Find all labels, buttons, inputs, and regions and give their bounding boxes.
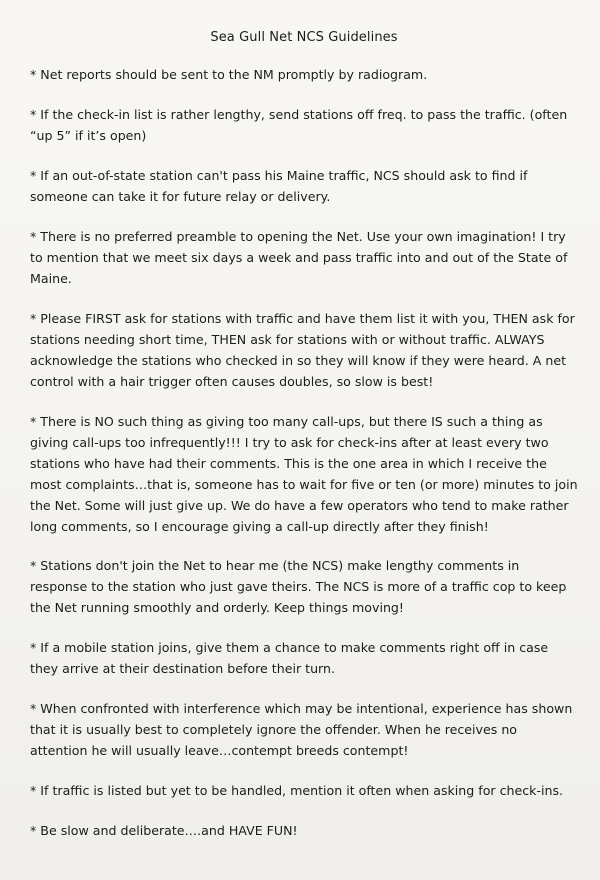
guideline-item: * There is no preferred preamble to opening the Net. Use your own imagination! I try to mention that we meet six days a week and pass traffic into and out of the State of Maine. — [30, 229, 568, 286]
guideline-item: * Net reports should be sent to the NM promptly by radiogram. — [30, 67, 428, 82]
guideline-item: * Be slow and deliberate….and HAVE FUN! — [30, 823, 298, 838]
guideline-item: * If a mobile station joins, give them a chance to make comments right off in case they arrive at their destination before their turn. — [30, 640, 549, 676]
guideline-item: * Please FIRST ask for stations with traffic and have them list it with you, THEN ask for stations needing short time, THEN ask for stations with or without traffic. ALWAYS acknowledge the stations who checked in so they will know if they were heard. A net control with a hair trigger often causes doubles, so slow is best! — [30, 311, 575, 389]
guideline-item: * If the check-in list is rather lengthy, send stations off freq. to pass the traffic. (often “up 5” if it’s open) — [30, 107, 568, 143]
guideline-item: * If an out-of-state station can't pass his Maine traffic, NCS should ask to find if someone can take it for future relay or delivery. — [30, 168, 528, 204]
guideline-item: * There is NO such thing as giving too many call-ups, but there IS such a thing as giving call-ups too infrequently!!! I try to ask for check-ins after at least every two stations who have had their comments. This is the one area in which I receive the most complaints…that is, someone has to wait for five or ten (or more) minutes to join the Net. Some will just give up. We do have a few operators who tend to make rather long comments, so I encourage giving a call-up directly after they finish! — [30, 414, 578, 534]
guideline-item: * Stations don't join the Net to hear me (the NCS) make lengthy comments in response to the station who just gave theirs. The NCS is more of a traffic cop to keep the Net running smoothly and orderly. Keep things moving! — [30, 558, 567, 615]
guideline-item: * When confronted with interference which may be intentional, experience has shown that it is usually best to completely ignore the offender. When he receives no attention he will usually leave…contempt breeds contempt! — [30, 701, 573, 758]
document-title: Sea Gull Net NCS Guidelines — [210, 30, 398, 45]
guideline-item: * If traffic is listed but yet to be handled, mention it often when asking for check-ins. — [30, 783, 564, 798]
